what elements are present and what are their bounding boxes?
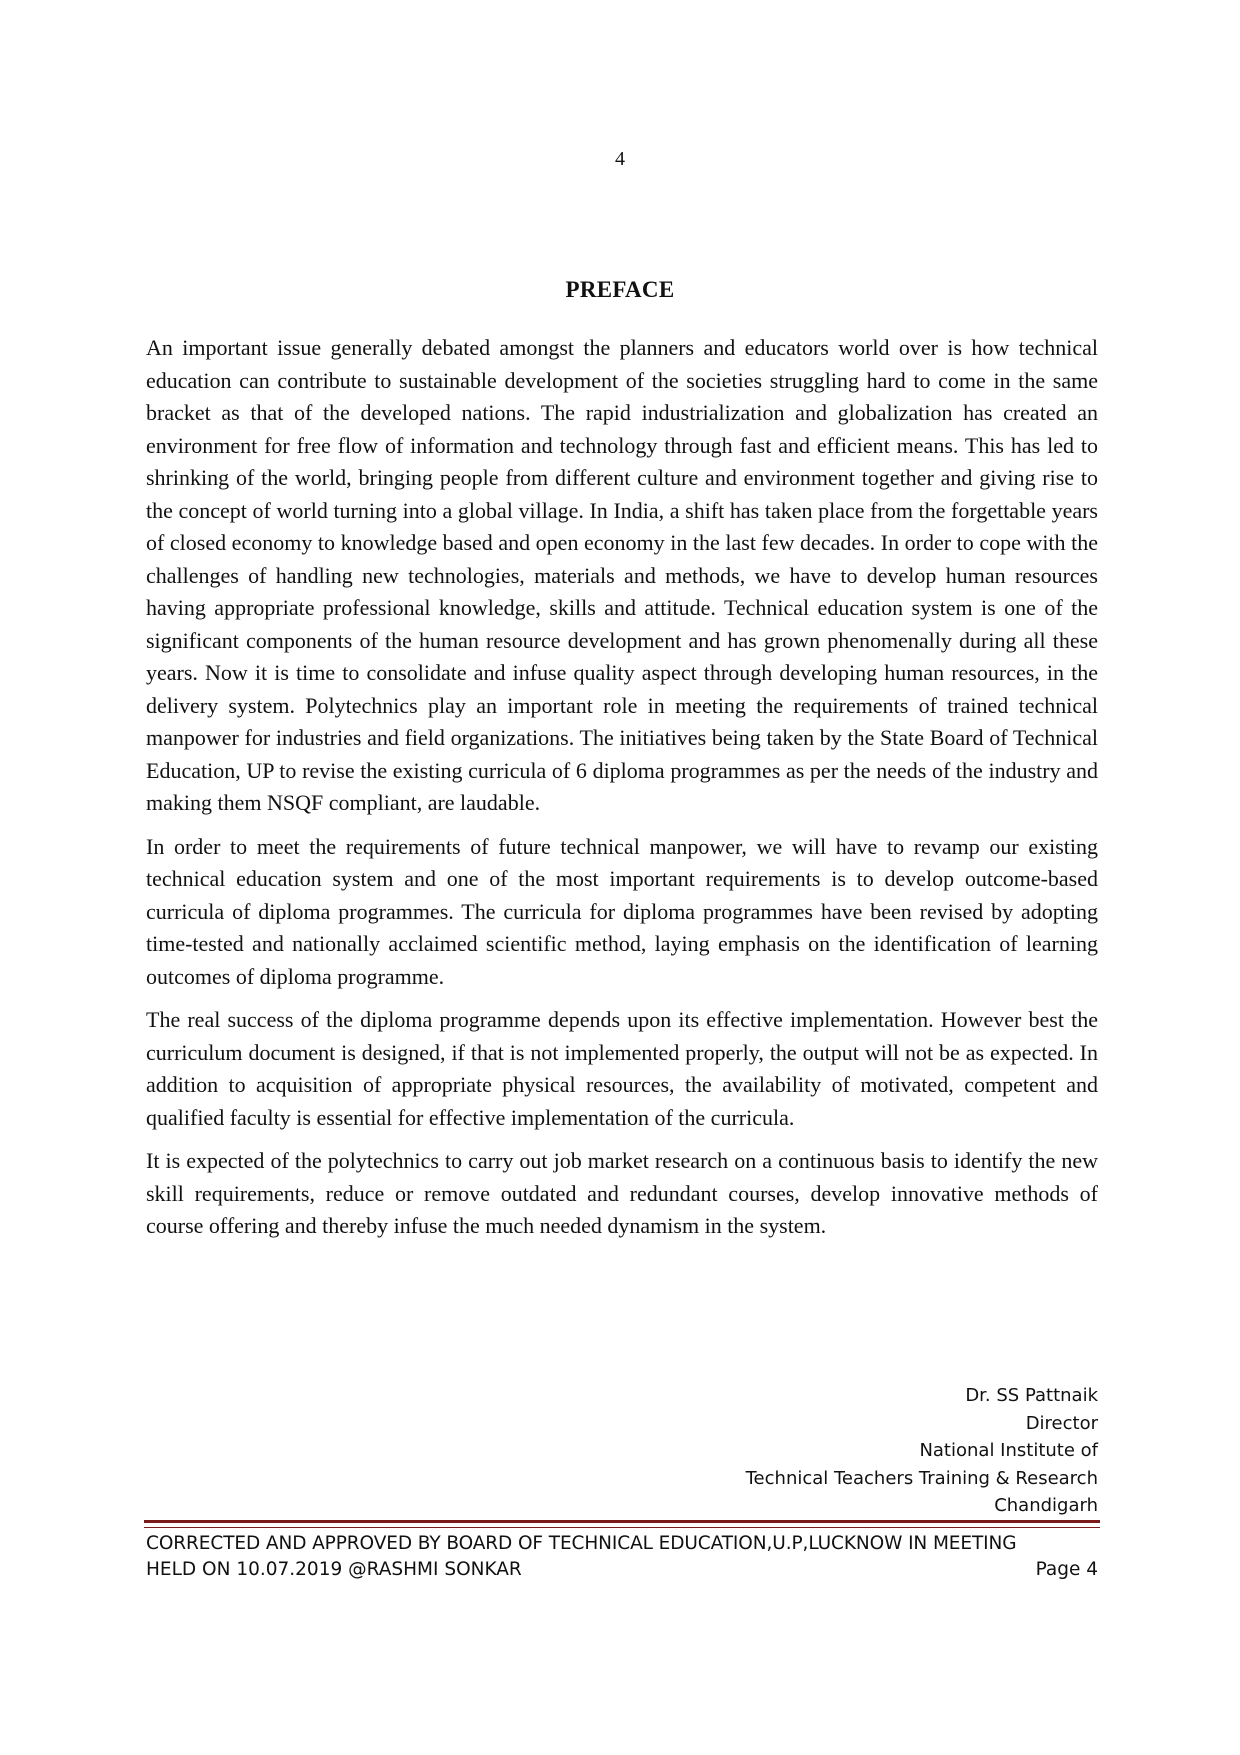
paragraph-1: An important issue generally debated amongst the planners and educators world over is how technical education can contribute to sustainable development of the societies struggling hard to come in the same bracket as that of the developed nations. The rapid industrialization and globalization has created an environment for free flow of information and technology through fast and efficient means. This has led to shrinking of the world, bringing people from different culture and environment together and giving rise to the concept of world turning into a global village. In India, a shift has taken place from the forgettable years of closed economy to knowledge based and open economy in the last few decades. In order to cope with the challenges of handling new technologies, materials and methods, we have to develop human resources having appropriate professional knowledge, skills and attitude. Technical education system is one of the significant components of the human resource development and has grown phenomenally during all these years. Now it is time to consolidate and infuse quality aspect through developing human resources, in the delivery system. Polytechnics play an important role in meeting the requirements of trained technical manpower for industries and field organizations. The initiatives being taken by the State Board of Technical Education, UP to revise the existing curricula of 6 diploma programmes as per the needs of the industry and making them NSQF compliant, are laudable. [146,335,1098,815]
page-title: PREFACE [565,277,675,302]
signatory-institute-line-2: Technical Teachers Training & Research [745,1467,1098,1489]
signatory-name: Dr. SS Pattnaik [965,1385,1098,1406]
footer-page-label: Page 4 [1035,1559,1098,1580]
footer-approval-line-1: CORRECTED AND APPROVED BY BOARD OF TECHNICAL EDUCATION,U.P,LUCKNOW IN MEETING [146,1533,1017,1554]
signatory-designation: Director [1025,1412,1098,1434]
page-number: 4 [615,148,625,170]
paragraph-3: The real success of the diploma programme depends upon its effective implementation. However best the curriculum document is designed, if that is not implemented properly, the output will not be as expected. In addition to acquisition of appropriate physical resources, the availability of motivated, competent and qualified faculty is essential for effective implementation of the curricula. [146,1007,1098,1130]
preface-body [146,332,1098,1254]
signatory-institute-line-1: National Institute of [919,1440,1098,1461]
footer-row-2 [146,1557,1098,1583]
footer-approval-line-2: HELD ON 10.07.2019 @RASHMI SONKAR [146,1559,522,1580]
paragraph-4: It is expected of the polytechnics to carry out job market research on a continuous basis to identify the new skill requirements, reduce or remove outdated and redundant courses, develop innovative methods of course offering and thereby infuse the much needed dynamism in the system. [146,1148,1098,1238]
paragraph-2: In order to meet the requirements of future technical manpower, we will have to revamp our existing technical education system and one of the most important requirements is to develop outcome-based curricula of diploma programmes. The curricula for diploma programmes have been revised by adopting time-tested and nationally acclaimed scientific method, laying emphasis on the identification of learning outcomes of diploma programme. [146,833,1098,989]
signatory-city: Chandigarh [994,1495,1098,1516]
signature-block [600,1382,1098,1520]
page-footer [146,1531,1098,1583]
footer-divider [144,1520,1100,1528]
